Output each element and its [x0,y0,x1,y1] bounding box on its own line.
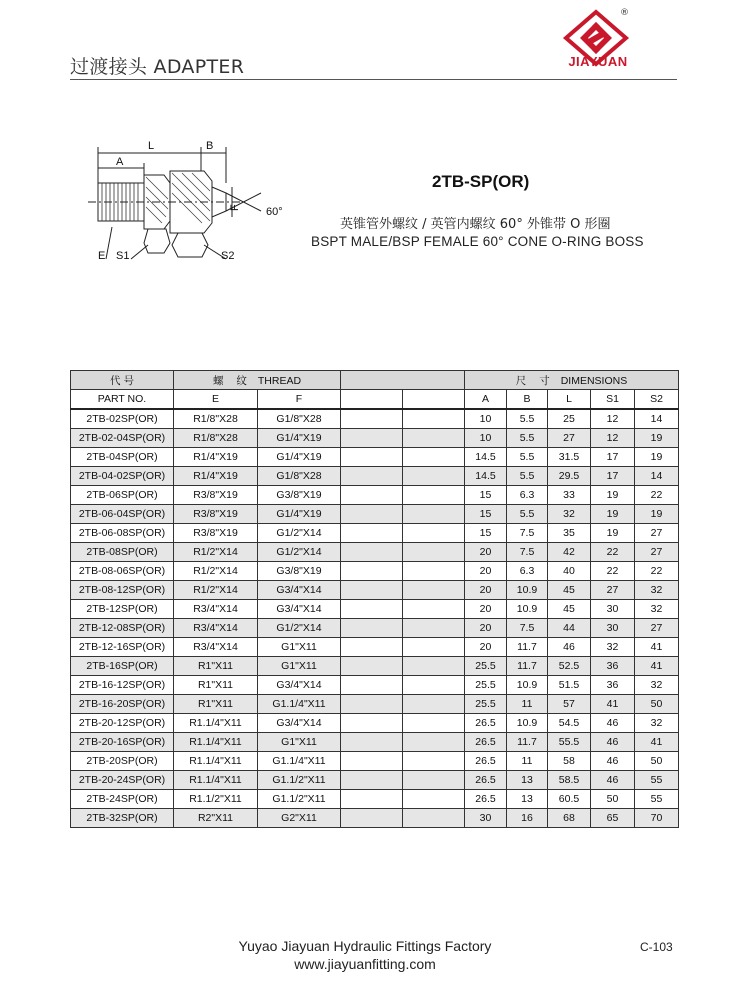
cell-e: R1.1/4"X11 [174,771,258,790]
cell-s1: 19 [591,486,635,505]
cell-b: 5.5 [507,467,548,486]
cell-empty [403,695,465,714]
cell-f: G1/2"X14 [258,524,341,543]
cell-s1: 19 [591,524,635,543]
cell-e: R1.1/2"X11 [174,790,258,809]
cell-part: 2TB-02-04SP(OR) [71,429,174,448]
cell-s1: 12 [591,409,635,429]
cell-e: R1.1/4"X11 [174,752,258,771]
cell-f: G1"X11 [258,733,341,752]
cell-part: 2TB-24SP(OR) [71,790,174,809]
header-F: F [258,390,341,410]
cell-s1: 22 [591,543,635,562]
dim-label-F: F [229,204,241,211]
cell-s2: 50 [635,752,679,771]
cell-f: G1/4"X19 [258,505,341,524]
table-row [71,695,679,714]
description-english: BSPT MALE/BSP FEMALE 60° CONE O-RING BOSS [311,234,644,249]
table-row [71,771,679,790]
cell-a: 14.5 [465,448,507,467]
cell-b: 13 [507,771,548,790]
cell-s2: 27 [635,619,679,638]
cell-s1: 50 [591,790,635,809]
cell-a: 20 [465,619,507,638]
cell-e: R1.1/4"X11 [174,714,258,733]
cell-empty [341,467,403,486]
cell-s1: 17 [591,448,635,467]
cell-b: 13 [507,790,548,809]
cell-part: 2TB-06-08SP(OR) [71,524,174,543]
cell-empty [403,524,465,543]
cell-empty [341,714,403,733]
cell-b: 10.9 [507,581,548,600]
page-number: C-103 [640,940,673,954]
cell-s2: 22 [635,562,679,581]
cell-a: 15 [465,486,507,505]
cell-empty [403,562,465,581]
cell-part: 2TB-20SP(OR) [71,752,174,771]
registered-mark: ® [620,8,629,18]
description-chinese: 英锥管外螺纹 / 英管内螺纹 60° 外锥带 O 形圈 [340,217,611,232]
cell-e: R2"X11 [174,809,258,828]
cell-empty [403,409,465,429]
table-row [71,581,679,600]
header-empty [341,390,403,410]
cell-a: 10 [465,409,507,429]
cell-l: 33 [548,486,591,505]
header-S1: S1 [591,390,635,410]
cell-s1: 65 [591,809,635,828]
cell-s2: 27 [635,524,679,543]
cell-part: 2TB-20-24SP(OR) [71,771,174,790]
cell-s1: 46 [591,714,635,733]
cell-s1: 46 [591,752,635,771]
table-row [71,638,679,657]
cell-empty [403,619,465,638]
cell-empty [403,809,465,828]
header-part-no: PART NO. [71,390,174,410]
cell-f: G1.1/2"X11 [258,790,341,809]
dim-label-L: L [148,140,155,152]
cell-empty [341,448,403,467]
cell-a: 25.5 [465,695,507,714]
cell-empty [341,486,403,505]
table-row [71,809,679,828]
cell-l: 58 [548,752,591,771]
cell-f: G3/4"X14 [258,581,341,600]
cell-s2: 14 [635,409,679,429]
cell-empty [403,600,465,619]
cell-s2: 41 [635,657,679,676]
cell-s1: 41 [591,695,635,714]
cell-l: 40 [548,562,591,581]
header-thread: 螺 纹 THREAD [174,371,341,390]
cell-s2: 32 [635,676,679,695]
footer-website: www.jiayuanfitting.com [294,956,436,972]
cell-a: 14.5 [465,467,507,486]
cell-e: R1/2"X14 [174,543,258,562]
table-row [71,486,679,505]
cell-empty [403,733,465,752]
header-L: L [548,390,591,410]
cell-part: 2TB-12-16SP(OR) [71,638,174,657]
brand-name: JIAYUAN [568,54,628,69]
cell-e: R3/4"X14 [174,600,258,619]
cell-a: 20 [465,638,507,657]
cell-e: R1"X11 [174,657,258,676]
header-S2: S2 [635,390,679,410]
dim-label-B: B [206,140,214,152]
cell-s1: 19 [591,505,635,524]
cell-s2: 41 [635,638,679,657]
cell-l: 42 [548,543,591,562]
table-header-row-2 [71,390,679,410]
table-row [71,752,679,771]
cell-l: 57 [548,695,591,714]
cell-a: 26.5 [465,733,507,752]
table-row [71,619,679,638]
table-row [71,657,679,676]
header-B: B [507,390,548,410]
cell-empty [403,486,465,505]
cell-f: G1/8"X28 [258,467,341,486]
cell-s1: 30 [591,619,635,638]
cell-b: 7.5 [507,619,548,638]
table-row [71,505,679,524]
cell-part: 2TB-20-16SP(OR) [71,733,174,752]
cell-b: 10.9 [507,676,548,695]
cell-e: R1/4"X19 [174,448,258,467]
cell-f: G3/4"X14 [258,676,341,695]
cell-f: G3/4"X14 [258,714,341,733]
cell-l: 60.5 [548,790,591,809]
cell-l: 68 [548,809,591,828]
cell-s2: 14 [635,467,679,486]
cell-empty [341,600,403,619]
cell-e: R1.1/4"X11 [174,733,258,752]
cell-s2: 19 [635,429,679,448]
table-row [71,600,679,619]
cell-empty [341,657,403,676]
cell-f: G1.1/2"X11 [258,771,341,790]
table-row [71,676,679,695]
cell-part: 2TB-12-08SP(OR) [71,619,174,638]
cell-f: G1/4"X19 [258,429,341,448]
cell-empty [403,429,465,448]
cell-empty [341,581,403,600]
cell-empty [403,543,465,562]
cell-s2: 32 [635,581,679,600]
cell-empty [341,543,403,562]
cell-empty [403,714,465,733]
table-row [71,790,679,809]
cell-empty [341,524,403,543]
cell-s1: 27 [591,581,635,600]
cell-a: 15 [465,505,507,524]
cell-s1: 36 [591,676,635,695]
cell-empty [341,429,403,448]
cell-empty [341,505,403,524]
cell-part: 2TB-08-12SP(OR) [71,581,174,600]
table-row [71,543,679,562]
cell-empty [403,752,465,771]
cell-part: 2TB-16-12SP(OR) [71,676,174,695]
cell-f: G3/8"X19 [258,486,341,505]
cell-part: 2TB-08SP(OR) [71,543,174,562]
cell-f: G3/8"X19 [258,562,341,581]
cell-b: 11.7 [507,638,548,657]
cell-l: 54.5 [548,714,591,733]
cell-a: 20 [465,562,507,581]
cell-a: 20 [465,543,507,562]
cell-l: 45 [548,581,591,600]
cell-a: 30 [465,809,507,828]
cell-l: 35 [548,524,591,543]
cell-s2: 19 [635,448,679,467]
cell-f: G2"X11 [258,809,341,828]
cell-empty [341,809,403,828]
cell-a: 20 [465,581,507,600]
cell-part: 2TB-02SP(OR) [71,409,174,429]
table-row [71,714,679,733]
cell-a: 15 [465,524,507,543]
dim-label-S1: S1 [116,250,130,262]
cell-a: 26.5 [465,771,507,790]
cell-f: G3/4"X14 [258,600,341,619]
specification-table [70,370,679,828]
cell-b: 6.3 [507,562,548,581]
cell-l: 32 [548,505,591,524]
cell-part: 2TB-06-04SP(OR) [71,505,174,524]
cell-l: 27 [548,429,591,448]
cell-e: R1/4"X19 [174,467,258,486]
header-E: E [174,390,258,410]
table-header-row-1 [71,371,679,390]
cell-empty [403,581,465,600]
cell-empty [341,695,403,714]
cell-s2: 19 [635,505,679,524]
cell-b: 7.5 [507,524,548,543]
cell-empty [341,676,403,695]
model-number: 2TB-SP(OR) [432,172,530,191]
cell-s1: 17 [591,467,635,486]
cell-f: G1.1/4"X11 [258,752,341,771]
cell-s2: 32 [635,714,679,733]
cell-f: G1/8"X28 [258,409,341,429]
cell-l: 58.5 [548,771,591,790]
cell-s1: 22 [591,562,635,581]
cell-part: 2TB-16-20SP(OR) [71,695,174,714]
cell-s2: 41 [635,733,679,752]
cell-b: 6.3 [507,486,548,505]
cell-e: R3/8"X19 [174,524,258,543]
cell-s1: 12 [591,429,635,448]
cell-s2: 27 [635,543,679,562]
header-dimensions: 尺 寸 DIMENSIONS [465,371,679,390]
cell-a: 25.5 [465,657,507,676]
table-row [71,467,679,486]
dim-label-angle: 60° [266,206,283,218]
cell-b: 7.5 [507,543,548,562]
cell-empty [341,638,403,657]
cell-b: 5.5 [507,429,548,448]
cell-empty [341,409,403,429]
dim-label-S2: S2 [221,250,235,262]
cell-e: R1"X11 [174,695,258,714]
cell-part: 2TB-04SP(OR) [71,448,174,467]
cell-s2: 55 [635,771,679,790]
cell-b: 10.9 [507,714,548,733]
cell-part: 2TB-08-06SP(OR) [71,562,174,581]
cell-s2: 50 [635,695,679,714]
cell-l: 55.5 [548,733,591,752]
cell-b: 5.5 [507,505,548,524]
cell-s1: 36 [591,657,635,676]
cell-l: 45 [548,600,591,619]
table-row [71,448,679,467]
cell-empty [403,771,465,790]
table-row [71,524,679,543]
cell-a: 10 [465,429,507,448]
cell-e: R3/8"X19 [174,486,258,505]
table-row [71,429,679,448]
cell-a: 26.5 [465,714,507,733]
table-row [71,562,679,581]
page-title: 过渡接头 ADAPTER [70,56,245,78]
cell-l: 51.5 [548,676,591,695]
cell-b: 11 [507,695,548,714]
cell-l: 31.5 [548,448,591,467]
cell-f: G1/2"X14 [258,543,341,562]
cell-s1: 32 [591,638,635,657]
cell-b: 11.7 [507,657,548,676]
cell-b: 5.5 [507,409,548,429]
header-empty [403,390,465,410]
cell-empty [403,657,465,676]
cell-empty [341,771,403,790]
cell-empty [403,467,465,486]
header-code: 代 号 [71,371,174,390]
cell-e: R1/8"X28 [174,409,258,429]
cell-s1: 30 [591,600,635,619]
cell-part: 2TB-04-02SP(OR) [71,467,174,486]
cell-s1: 46 [591,733,635,752]
cell-s2: 70 [635,809,679,828]
footer-company: Yuyao Jiayuan Hydraulic Fittings Factory [238,938,492,954]
cell-s2: 22 [635,486,679,505]
cell-e: R3/8"X19 [174,505,258,524]
cell-s2: 32 [635,600,679,619]
cell-empty [403,638,465,657]
cell-b: 5.5 [507,448,548,467]
cell-f: G1/4"X19 [258,448,341,467]
cell-s2: 55 [635,790,679,809]
cell-empty [403,790,465,809]
cell-a: 26.5 [465,752,507,771]
cell-e: R3/4"X14 [174,619,258,638]
cell-part: 2TB-06SP(OR) [71,486,174,505]
cell-b: 11.7 [507,733,548,752]
cell-part: 2TB-16SP(OR) [71,657,174,676]
cell-e: R3/4"X14 [174,638,258,657]
cell-l: 44 [548,619,591,638]
cell-f: G1"X11 [258,657,341,676]
cell-empty [403,676,465,695]
header-blank [341,371,465,390]
header-divider [70,79,677,80]
cell-part: 2TB-12SP(OR) [71,600,174,619]
cell-e: R1/2"X14 [174,562,258,581]
cell-e: R1"X11 [174,676,258,695]
cell-a: 26.5 [465,790,507,809]
cell-s1: 46 [591,771,635,790]
cell-b: 11 [507,752,548,771]
cell-empty [341,752,403,771]
header-A: A [465,390,507,410]
table-row [71,409,679,429]
cell-a: 25.5 [465,676,507,695]
cell-empty [341,619,403,638]
cell-empty [403,448,465,467]
cell-b: 10.9 [507,600,548,619]
cell-empty [403,505,465,524]
dim-label-E: E [98,250,106,262]
adapter-section-drawing-icon [86,135,301,270]
cell-part: 2TB-20-12SP(OR) [71,714,174,733]
cell-f: G1"X11 [258,638,341,657]
cell-e: R1/8"X28 [174,429,258,448]
cell-l: 52.5 [548,657,591,676]
cell-f: G1.1/4"X11 [258,695,341,714]
cell-empty [341,562,403,581]
cell-l: 25 [548,409,591,429]
dim-label-A: A [116,156,124,168]
cell-empty [341,733,403,752]
cell-empty [341,790,403,809]
cell-f: G1/2"X14 [258,619,341,638]
cell-l: 29.5 [548,467,591,486]
cell-part: 2TB-32SP(OR) [71,809,174,828]
cell-l: 46 [548,638,591,657]
cell-e: R1/2"X14 [174,581,258,600]
cell-b: 16 [507,809,548,828]
cell-a: 20 [465,600,507,619]
table-row [71,733,679,752]
